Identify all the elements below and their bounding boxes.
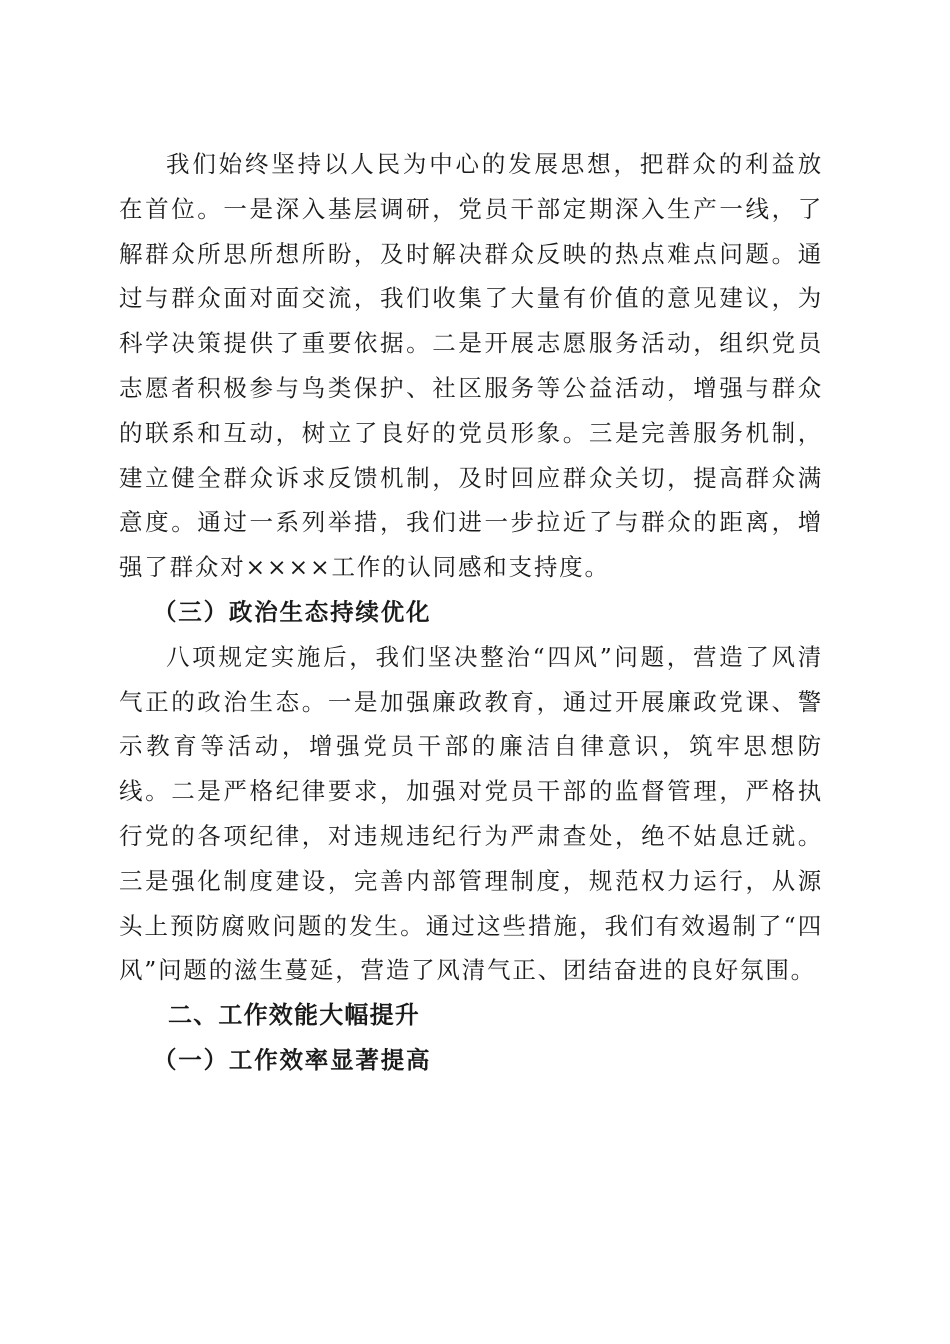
- section-heading-work-efficiency: 二、工作效能大幅提升: [168, 1001, 420, 1030]
- document-body: [119, 142, 823, 1083]
- paragraph-eight-rules: 八项规定实施后，我们坚决整治“四风”问题，营造了风清气正的政治生态。一是加强廉政教育，通过开展廉政党课、警示教育等活动，增强党员干部的廉洁自律意识，筑牢思想防线。二是严格纪律要求，加强对党员干部的监督管理，严格执行党的各项纪律，对违规违纪行为严肃查处，绝不姑息迁就。三是强化制度建设，完善内部管理制度，规范权力运行，从源头上预防腐败问题的发生。通过这些措施，我们有效遏制了“四风”问题的滋生蔓延，营造了风清气正、团结奋进的良好氛围。: [119, 642, 823, 985]
- subheading-political-ecology: （三）政治生态持续优化: [153, 597, 432, 626]
- paragraph-mass-line: 我们始终坚持以人民为中心的发展思想，把群众的利益放在首位。一是深入基层调研，党员干部定期深入生产一线，了解群众所思所想所盼，及时解决群众反映的热点难点问题。通过与群众面对面交流，我们收集了大量有价值的意见建议，为科学决策提供了重要依据。二是开展志愿服务活动，组织党员志愿者积极参与鸟类保护、社区服务等公益活动，增强与群众的联系和互动，树立了良好的党员形象。三是完善服务机制，建立健全群众诉求反馈机制，及时回应群众关切，提高群众满意度。通过一系列举措，我们进一步拉近了与群众的距离，增强了群众对××××工作的认同感和支持度。: [119, 150, 823, 582]
- subheading-efficiency-improved: （一）工作效率显著提高: [153, 1045, 432, 1074]
